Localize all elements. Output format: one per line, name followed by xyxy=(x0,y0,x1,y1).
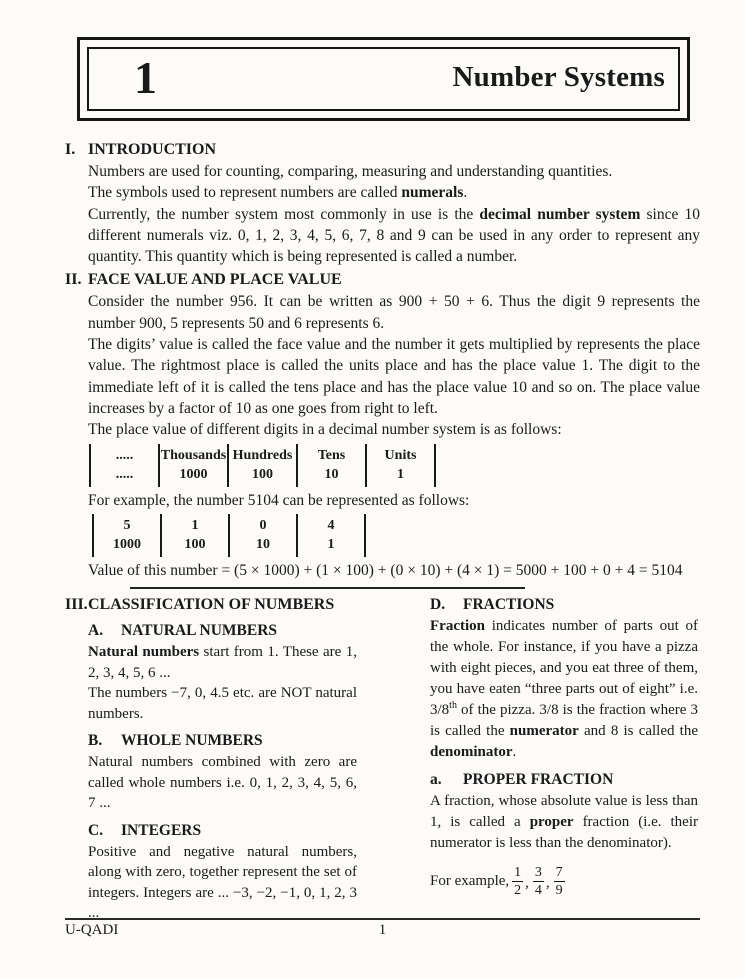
table-column xyxy=(296,444,365,487)
fraction xyxy=(533,865,544,898)
body-paragraph: The place value of different digits in a decimal number system is as follows: xyxy=(88,421,562,439)
section-title: FACE VALUE AND PLACE VALUE xyxy=(88,271,342,289)
subsection-title: INTEGERS xyxy=(121,821,202,839)
fraction xyxy=(554,865,565,898)
right-column xyxy=(430,595,698,898)
subsection-title: PROPER FRACTION xyxy=(463,771,614,789)
subsection-letter: C. xyxy=(88,821,104,839)
subsection-heading xyxy=(88,731,357,750)
page-content xyxy=(65,140,700,924)
table-end-rule xyxy=(434,444,436,487)
fraction-denominator: 4 xyxy=(534,883,542,899)
intro-paragraph: The symbols used to represent numbers are called numerals. xyxy=(88,184,468,202)
body-paragraph: A fraction, whose absolute value is less than 1, is called a proper fraction (i.e. their numerator is less than the denominator). xyxy=(430,793,698,852)
fraction-denominator: 9 xyxy=(555,883,563,899)
chapter-header-inner xyxy=(87,47,680,111)
table-column xyxy=(228,514,296,557)
chapter-header-box xyxy=(77,37,690,121)
subsection-heading xyxy=(88,621,357,640)
fraction-separator: , xyxy=(545,875,550,892)
table-cell: ..... xyxy=(115,466,134,482)
place-value-table xyxy=(89,444,700,487)
body-paragraph: Fraction indicates number of parts out of the whole. For instance, if you have a pizza with eight pieces, and you eat three of them, you have eaten “three parts out of eight” i.e. 3/8th of the pizza. 3/8 is the fraction where 3 is called the numerator and 8 is called the denominator. xyxy=(430,618,699,761)
subsection-title: NATURAL NUMBERS xyxy=(121,622,278,640)
table-end-rule xyxy=(364,514,366,557)
subsection-integers xyxy=(88,821,357,924)
fraction-denominator: 2 xyxy=(514,883,522,899)
table-cell: 4 xyxy=(327,517,335,533)
subsection-whole-numbers xyxy=(88,731,357,814)
table-column xyxy=(158,444,227,487)
table-cell: Thousands xyxy=(160,447,227,463)
subsection-fractions xyxy=(430,595,698,763)
body-paragraph: Consider the number 956. It can be written as 900 + 50 + 6. Thus the digit 9 represents the number 900, 5 represents 50 and 6 represents 6. xyxy=(88,293,700,332)
left-column xyxy=(65,595,357,924)
subsection-proper-fraction xyxy=(430,770,698,898)
section-number: II. xyxy=(65,271,82,289)
section-title: INTRODUCTION xyxy=(88,141,217,158)
intro-paragraph: Numbers are used for counting, comparing, measuring and understanding quantities. xyxy=(88,163,613,180)
table-cell: 100 xyxy=(184,536,206,552)
example-5104-table xyxy=(92,514,700,557)
example-prefix: For example, xyxy=(430,873,510,890)
footer-book-code: U-QADI xyxy=(65,922,119,938)
table-cell: 5 xyxy=(123,517,131,533)
body-paragraph: Positive and negative natural numbers, along with zero, together represent the set of integers. Integers are ... −3, −2, −1, 0, 1, 2, 3 ... xyxy=(88,843,357,922)
example-intro-line: For example, the number 5104 can be represented as follows: xyxy=(88,491,470,509)
two-column-layout xyxy=(65,595,700,924)
section-face-place-value-heading xyxy=(65,270,700,289)
section-face-place-value xyxy=(65,270,700,581)
section-classification xyxy=(65,595,700,924)
subsection-natural-numbers xyxy=(88,621,357,724)
subsection-heading xyxy=(88,821,357,840)
fraction-numerator: 1 xyxy=(512,865,523,882)
table-cell: 1000 xyxy=(113,536,141,552)
section-number: III. xyxy=(65,596,88,614)
subsection-heading xyxy=(430,770,698,789)
table-cell: 10 xyxy=(256,536,270,552)
body-paragraph: The digits’ value is called the face value and the number it gets multiplied by represents the place value. The rightmost place is called the units place and has the place value 1. The digit to the immediate left of it is called the tens place and has the place value 10 and so on. The place value increases by a factor of 10 as one goes from right to left. xyxy=(88,336,700,417)
footer-rule xyxy=(65,918,700,920)
table-cell: 100 xyxy=(252,466,273,482)
table-column xyxy=(92,514,160,557)
section-face-place-value-body xyxy=(88,291,700,581)
table-cell: ..... xyxy=(115,447,134,463)
fraction xyxy=(512,865,523,898)
table-cell: 1000 xyxy=(179,466,208,482)
subsection-title: FRACTIONS xyxy=(463,596,555,614)
table-cell: 1 xyxy=(327,536,335,552)
table-cell: 10 xyxy=(324,466,339,482)
subsection-letter: B. xyxy=(88,732,103,750)
subsection-letter: a. xyxy=(430,771,442,789)
table-column xyxy=(365,444,434,487)
table-column xyxy=(160,514,228,557)
table-cell: Tens xyxy=(317,447,346,463)
fraction-separator: , xyxy=(525,875,529,892)
table-cell: 1 xyxy=(191,517,199,533)
value-equation-line: Value of this number = (5 × 1000) + (1 × 100) + (0 × 10) + (4 × 1) = 5000 + 100 + 0 + 4 = 5104 xyxy=(88,561,683,579)
fraction-numerator: 3 xyxy=(533,865,544,882)
table-cell: Units xyxy=(384,447,417,463)
subsection-letter: D. xyxy=(430,596,446,614)
subsection-title: WHOLE NUMBERS xyxy=(121,732,263,750)
body-paragraph: Natural numbers combined with zero are called whole numbers i.e. 0, 1, 2, 3, 4, 5, 6, 7 ... xyxy=(88,754,357,812)
table-cell: 1 xyxy=(397,466,404,482)
section-divider xyxy=(130,587,525,589)
section-introduction xyxy=(65,140,700,267)
section-title: CLASSIFICATION OF NUMBERS xyxy=(88,596,335,614)
table-column xyxy=(296,514,364,557)
proper-fraction-example xyxy=(430,865,698,898)
page-number: 1 xyxy=(378,922,387,938)
table-column xyxy=(227,444,296,487)
section-classification-heading xyxy=(65,595,357,614)
subsection-letter: A. xyxy=(88,622,104,640)
chapter-title: Number Systems xyxy=(452,60,665,93)
table-column xyxy=(89,444,158,487)
section-introduction-body xyxy=(88,161,700,267)
chapter-number: 1 xyxy=(134,51,157,103)
fraction-numerator: 7 xyxy=(554,865,565,882)
table-cell: 0 xyxy=(259,517,267,533)
intro-paragraph: Currently, the number system most commonly in use is the decimal number system since 10 different numerals viz. 0, 1, 2, 3, 4, 5, 6, 7, 8 and 9 can be used in any order to represent any quantity. This quantity which is being represented is called a number. xyxy=(88,205,700,266)
table-cell: Hundreds xyxy=(232,447,293,463)
section-number: I. xyxy=(65,141,76,158)
section-introduction-heading xyxy=(65,140,700,159)
body-paragraph: Natural numbers start from 1. These are 1, 2, 3, 4, 5, 6 ... xyxy=(88,644,358,681)
body-paragraph: The numbers −7, 0, 4.5 etc. are NOT natural numbers. xyxy=(88,685,357,722)
subsection-heading xyxy=(430,595,698,614)
